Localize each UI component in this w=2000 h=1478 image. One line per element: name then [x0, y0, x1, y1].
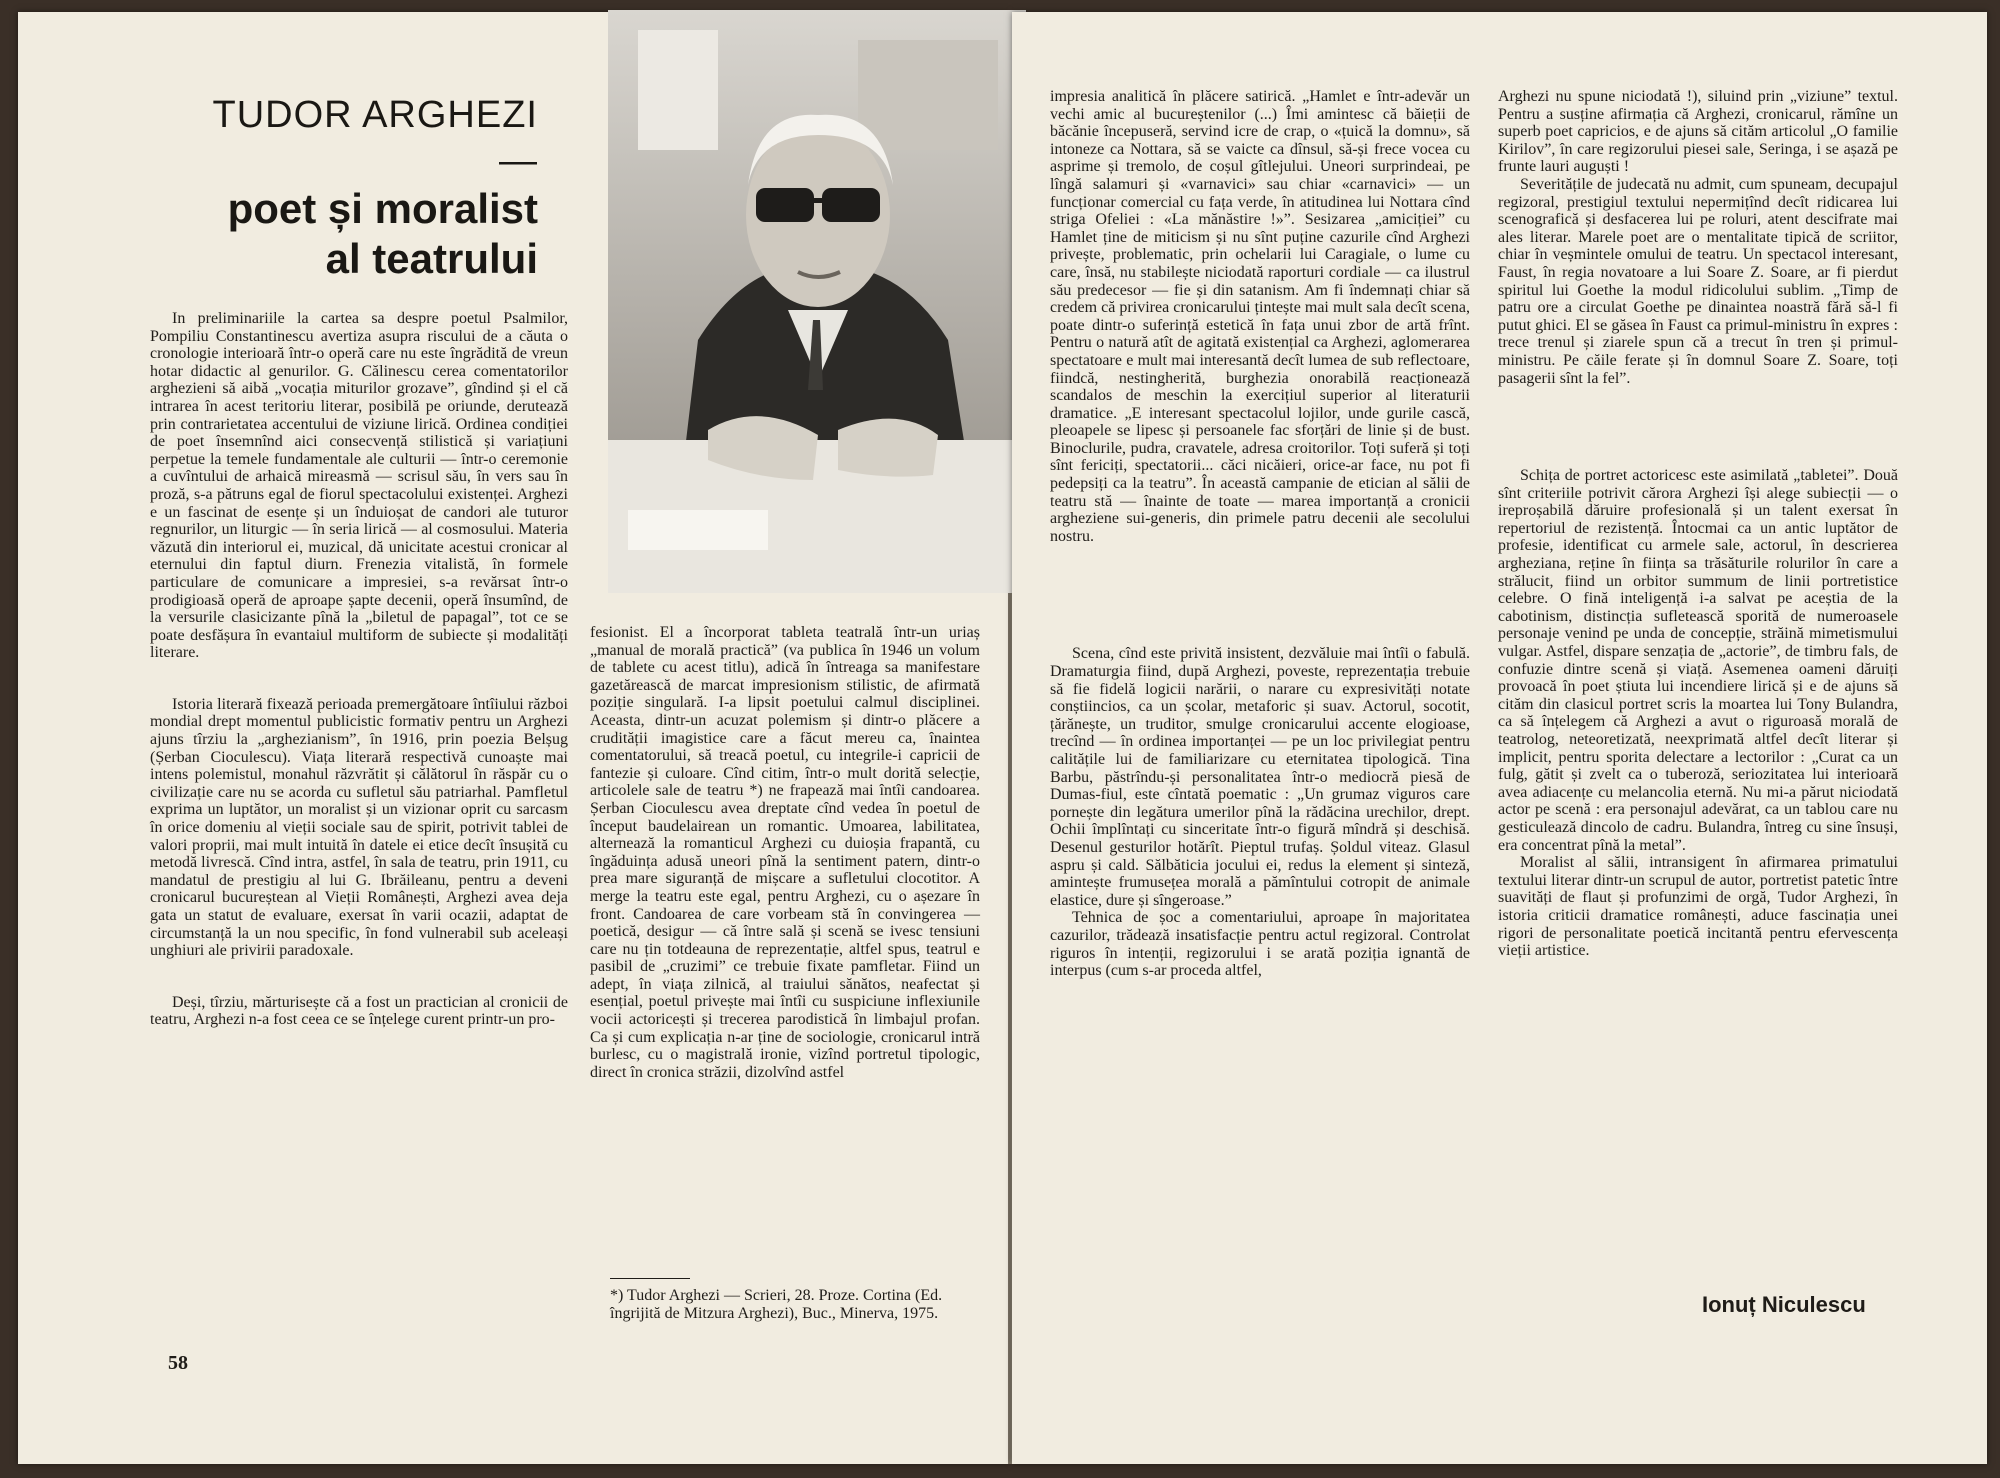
paragraph: Istoria literară fixează perioada premergătoare întîiului război mondial drept momentul publicistic formativ pentru un Arghezi ajuns tîrziu la „arghezianism”, în 1916, prin poezia Belșug (Șerban Cioculescu). Viața literară respectivă cunoaște mai intens polemistul, monahul răzvrătit și călătorul în răspăr cu o civilizație care nu se acorda cu sufletul său patriarhal. Pamfletul exprima un luptător, un moralist și un vizionar oprit cu sarcasm în orice domeniu al vieții sociale sau de spirit, potrivit tablei de valori proprii, mai mult intuită în datele ei etice decît însușită cu metodă livrescă. Cînd intra, astfel, în sala de teatru, prin 1911, cu mandatul de prestigiu al lui G. Ibrăileanu, pentru a deveni cronicarul bucureștean al Vieții Românești, Arghezi avea deja gata un statut de evaluare, exersat în varii ocazii, adaptat de circumstanță la un nou specific, în fond vulnerabil sub aceleași unghiuri ale privirii paradoxale.: [150, 695, 568, 960]
column-2: [590, 624, 980, 1081]
paragraph: fesionist. El a încorporat tableta teatrală într-un uriaș „manual de morală practică” (va publica în 1946 un volum de tablete cu acest titlu), adică în întreaga sa manifestare gazetărească de marcat impresionism stilistic, de afirmată poziție singulară. I-a lipsit poetului calmul disciplinei. Aceasta, dintr-un acuzat polemism și dintr-o plăcere a crudității imagistice care a făcut mereu ca, înaintea comentatorului, să treacă poetul, cu integrile-i capricii de fantezie și culoare. Cînd citim, într-o mult dorită selecție, articolele sale de teatru *) ne frapează mai întîi candoarea. Șerban Cioculescu avea dreptate cînd vedea în poetul de început baudelairean un romantic. Umoarea, labilitatea, alternează la romanticul Arghezi cu duioșia frapantă, cu îngăduința adusă uneori pînă la sentiment patern, dintr-o prea mare siguranță de mișcare a sufletului clocotitor. A merge la teatru este egal, pentru Arghezi, cu o așezare în front. Candoarea de care vorbeam stă în convingerea — poetică, desigur — că între sală și scenă se ivesc tensiuni care nu țin totdeauna de reprezentație, altfel spus, teatrul e pasibil de „cruzimi” ce trebuie fixate pamfletar. Fiind un adept, în viața zilnică, al traiului sănătos, neafectat și esențial, poetul privește mai întîi cu suspiciune inflexiunile vocii actoricești și trecerea parodistică în limbajul profan. Ca și cum explicația n-ar ține de sociologie, cronicarul intră burlesc, cu o magistrală ironie, vizînd portretul tipologic, direct în cronica străzii, dizolvînd astfel: [590, 624, 980, 1081]
paragraph: impresia analitică în plăcere satirică. „Hamlet e într-adevăr un vechi amic al bucureștenilor (...) Îmi amintesc că băieții de băcănie începuseră, servind icre de crap, o «țuică la domnu», să intoneze ca Nottara, să se vaicte ca dînsul, să-și frece vocea cu asprime și tremolo, de coșul gîtlejului. Uneori surprindeai, pe lîngă salamuri și «varnavici» sau chiar «carnavici» — un funcționar comercial cu fața verde, în atitudinea lui Nottara cînd striga Ofeliei : «La mănăstire !»”. Sesizarea „amiciției” cu Hamlet ține de miticism și nu sînt puține cazurile cînd Arghezi privește, problematic, prin ochelarii lui Caragiale, o lume cu care, însă, nu stabilește niciodată raporturi cordiale — ca ilustrul său predecesor — fie și din satanism. Am fi îndemnați chiar să credem că privirea cronicarului țintește mai mult sala decît scena, poate dintr-o suferință estetică în fața unui zbor de artă frînt. Pentru o natură atît de agitată existențial ca Arghezi, aglomerarea spectatoare e mult mai interesantă decît lumea de sub reflectoare, fiindcă, nestingherită, burghezia onorabilă reacționează scandalos de meschin la exercițiul superior al literaturii dramatice. „E interesant spectacolul lojilor, unde gurile cască, pleoapele se lipesc și persoanele fac sforțări de linie și de bust. Binoclurile, pudra, cravatele, adresa croitorilor. Toți suferă și toți sînt fericiți, spectatorii... căci nicăieri, orice-ar face, nu pot fi pedepsiți ca la teatru”. În această campanie de etician al sălii de teatru stă — înainte de toate — marea importanță a cronicii argheziene sui-generis, din primele patru decenii ale secolului nostru.: [1050, 88, 1470, 545]
paragraph: In preliminariile la cartea sa despre poetul Psalmilor, Pompiliu Constantinescu avertiza asupra riscului de a căuta o cronologie interioară într-o operă care nu este îngrădită de vreun hotar didactic al genurilor. G. Călinescu cerea comentatorilor arghezieni să aibă „vocația miturilor grozave”, gîndind și el că intrarea în acest teritoriu literar, posibilă pe oriunde, derutează prin contrarietatea accentului de viziune lirică. Ordinea condiției de poet însemnînd aici consecvență stilistică și variațiuni perpetue la temele fundamentale ale culturii — într-o ceremonie a cuvîntului de arhaică mireasmă — scrisul său, în vers sau în proză, s-a pătruns egal de fiorul spectacolului existenței. Arghezi e un fascinat de esențe și un înduioșat de candori ale tuturor regnurilor, un liturgic — în seria lirică — al cosmosului. Materia văzută din interiorul ei, muzical, dă unicitate acestui cronicar al eternului din faptul diurn. Frenezia vitalistă, în formele particulare de comunicare a impresiei, s-a revărsat într-o prodigioasă operă de aproape șapte decenii, operă însumînd, de la versurile clasicizante pînă la „biletul de papagal”, tot ce se poate desfășura în evantaiul multiform de subiecte și modalități literare.: [150, 310, 568, 662]
column-3: [1050, 88, 1470, 980]
footnote-text: *) Tudor Arghezi — Scrieri, 28. Proze. Cortina (Ed. îngrijită de Mitzura Arghezi), Buc., Minerva, 1975.: [610, 1287, 943, 1322]
column-1: [150, 310, 568, 1029]
paragraph: Tehnica de șoc a comentariului, aproape în majoritatea cazurilor, trădează insatisfacție pentru actul regizoral. Controlat riguros în intenții, regizorului i se arată poziția ignantă de interpus (cum s-ar proceda altfel,: [1050, 909, 1470, 980]
paragraph: Moralist al sălii, intransigent în afirmarea primatului textului literar dintr-un scrupul de autor, portretist patetic între suavități de flaut și profunzimi de orgă, Tudor Arghezi, în istoria criticii dramatice românești, aduce fascinația unei rigori de personalitate poetică incitantă pentru efervescența vieții artistice.: [1498, 854, 1898, 960]
title-line-2: poet și moralist: [227, 185, 538, 232]
title-line-3: al teatrului: [325, 235, 538, 282]
paragraph: Deși, tîrziu, mărturisește că a fost un practician al cronicii de teatru, Arghezi n-a fost ceea ce se înțelege curent printr-un pro-: [150, 993, 568, 1029]
title-line-1: TUDOR ARGHEZI —: [212, 94, 538, 182]
author-portrait-photo: [608, 10, 1026, 593]
column-4: [1498, 88, 1898, 960]
page-number: 58: [168, 1352, 188, 1374]
paragraph: Severitățile de judecată nu admit, cum spuneam, decupajul regizoral, prestigiul textului nepermițînd decît ridicarea lui scenografică și desfacerea lui pe roluri, atent descifrate mai ales literar. Marele poet are o mentalitate tipică de scriitor, chiar în veșmintele omului de teatru. Un spectacol interesant, Faust, în regia novatoare a lui Soare Z. Soare, ar fi pierdut spiritul lui Goethe la modul ridicolului sublim. „Timp de patru ore a circulat Goethe pe dinaintea noastră fără să-l fi putut ghici. El se găsea în Faust ca primul-ministru în expres : trece trenul și ziarele spun că a trecut în tren și primul-ministru. Pe căile ferate și în domnul Soare Z. Soare, toți pasagerii sînt la fel”.: [1498, 175, 1898, 387]
left-page: [18, 12, 1008, 1464]
footnote: [610, 1278, 980, 1323]
paragraph: Scena, cînd este privită insistent, dezvăluie mai întîi o fabulă. Dramaturgia fiind, după Arghezi, poveste, reprezentația trebuie să fie fidelă logicii narării, o narare cu expresivități notate conștiincios, ca un școlar, metaforic și suav. Actorul, socotit, țărănește, un truditor, smulge cronicarului accente elogioase, trecînd — în ordinea importanței — pe un loc privilegiat pentru calitățile lui de familiarizare cu eternitatea tipologică. Tina Barbu, păstrîndu-și personalitatea într-o mediocră piesă de Dumas-fiul, este cîntată poematic : „Un grumaz viguros care pornește din legătura umerilor pînă la rădăcina urechilor, drept. Ochii împlîntați cu sinceritate într-o figură mîndră și deschisă. Desenul gesturilor hotărît. Pieptul trufaș. Șoldul viteaz. Glasul aspru și cald. Sălbăticia jocului ei, redus la element și sinteză, amintește frumusețea morală a pămîntului cotropit de animale elastice, dure și sîngeroase.”: [1050, 645, 1470, 909]
paragraph: Arghezi nu spune niciodată !), siluind prin „viziune” textul. Pentru a susține afirmația că Arghezi, cronicarul, rămîne un superb poet capricios, e de ajuns să cităm articolul „O familie Kirilov”, în care regizorului piesei sale, Seringa, i se așază pe frunte lauri auguști !: [1498, 88, 1898, 176]
footnote-rule: [610, 1278, 690, 1279]
author-signature: Ionuț Niculescu: [1702, 1292, 1866, 1317]
article-title: [168, 92, 538, 284]
right-page: [1012, 12, 1987, 1464]
paragraph: Schița de portret actoricesc este asimilată „tabletei”. Două sînt criteriile potrivit cărora Arghezi își alege subiecții — o ireproșabilă dăruire profesională și un talent exersat în repertoriul de rezistență. Întocmai ca un antic luptător de profesie, identificat cu armele sale, actorul, în descrierea argheziana, reține în ființa sa trăsăturile rolurilor în care a strălucit, fiind un orbitor summum de linii portretistice celebre. O fină inteligență i-a salvat pe aceștia de la cabotinism, distincția sufletească sporită de numeroasele personaje venind pe unda de concepție, străină mimetismului vulgar. Astfel, dispare senzația de „actorie”, de timbru fals, de confuzie dintre scenă și viață. Asemenea oameni dăruiți provoacă în poet știuta lui incendiere lirică și e de ajuns să cităm din clasicul portret scris la moartea lui Tony Bulandra, ca să înțelegem că Arghezi a avut o riguroasă morală de teatrolog, neteoretizată, neexprimată altfel decît literar și implicit, pentru sporita delectare a lectorilor : „Curat ca un fulg, gătit și zvelt ca o tuberoză, seriozitatea lui interioară avea adiacențe cu melancolia eternă. Nu mi-a părut niciodată actor pe scenă : era personajul adevărat, ca un tablou care nu gesticulează dincolo de cadru. Bulandra, întreg cu sine însuși, era concentrat pînă la metal”.: [1498, 467, 1898, 854]
